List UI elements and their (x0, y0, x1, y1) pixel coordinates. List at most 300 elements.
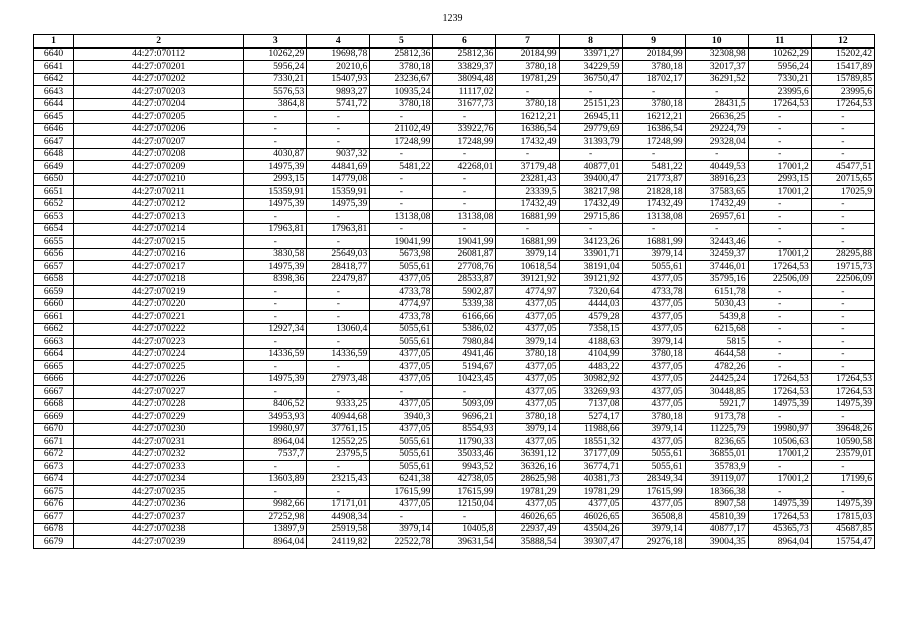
table-cell: 7980,84 (433, 336, 496, 349)
table-cell: 5194,67 (433, 361, 496, 374)
table-cell: 6665 (34, 361, 74, 374)
table-cell: 4774,97 (370, 298, 433, 311)
table-cell: 4377,05 (622, 373, 685, 386)
table-cell: 4377,05 (622, 361, 685, 374)
table-cell: 17264,53 (748, 373, 811, 386)
table-cell: 27973,48 (307, 373, 370, 386)
table-row (34, 186, 875, 199)
table-cell: 32308,98 (685, 48, 748, 61)
table-cell: 17432,49 (685, 198, 748, 211)
table-cell: 6677 (34, 511, 74, 524)
table-cell: 44:27:070225 (74, 361, 244, 374)
table-cell: 6674 (34, 473, 74, 486)
table-cell: 14779,08 (307, 173, 370, 186)
table-cell: - (307, 386, 370, 399)
table-cell: 17963,81 (244, 223, 307, 236)
table-cell: - (622, 223, 685, 236)
table-cell: 19715,73 (811, 261, 874, 274)
table-cell: 4377,05 (622, 311, 685, 324)
table-cell: - (244, 298, 307, 311)
table-cell: 44:27:070201 (74, 61, 244, 74)
table-row (34, 86, 875, 99)
table-cell: - (748, 348, 811, 361)
column-header-12: 12 (811, 35, 874, 48)
table-cell: 6647 (34, 136, 74, 149)
table-cell: 3979,14 (622, 336, 685, 349)
table-cell: 6653 (34, 211, 74, 224)
table-row (34, 148, 875, 161)
table-cell: 35795,16 (685, 273, 748, 286)
table-cell: - (307, 311, 370, 324)
table-row (34, 448, 875, 461)
table-body (34, 48, 875, 549)
table-row (34, 286, 875, 299)
table-cell: 29224,79 (685, 123, 748, 136)
table-cell: - (244, 311, 307, 324)
table-cell: 12150,04 (433, 498, 496, 511)
table-cell: - (811, 198, 874, 211)
table-cell: 4104,99 (559, 348, 622, 361)
table-cell: 3979,14 (496, 423, 559, 436)
table-cell: 17815,03 (811, 511, 874, 524)
table-cell: 10935,24 (370, 86, 433, 99)
table-cell: - (433, 148, 496, 161)
table-cell: 37761,15 (307, 423, 370, 436)
table-cell: 4774,97 (496, 286, 559, 299)
table-cell: 46026,65 (496, 511, 559, 524)
table-cell: 3780,18 (370, 98, 433, 111)
table-cell: 17171,01 (307, 498, 370, 511)
table-row (34, 373, 875, 386)
table-cell: - (685, 86, 748, 99)
table-cell: 28533,87 (433, 273, 496, 286)
table-cell: 20184,99 (496, 48, 559, 61)
table-row (34, 361, 875, 374)
table-cell: 4483,22 (559, 361, 622, 374)
table-row (34, 536, 875, 549)
table-cell: 36774,71 (559, 461, 622, 474)
table-cell: 6166,66 (433, 311, 496, 324)
table-cell: 28418,77 (307, 261, 370, 274)
table-cell: - (307, 461, 370, 474)
table-cell: 44:27:070210 (74, 173, 244, 186)
table-cell: 36750,47 (559, 73, 622, 86)
table-cell: 29779,69 (559, 123, 622, 136)
table-cell: - (685, 148, 748, 161)
table-cell: 19980,97 (244, 423, 307, 436)
table-cell: 33971,27 (559, 48, 622, 61)
table-cell: 14975,39 (244, 373, 307, 386)
table-row (34, 311, 875, 324)
table-cell: - (811, 348, 874, 361)
table-cell: - (433, 186, 496, 199)
table-cell: 19781,29 (496, 486, 559, 499)
table-cell: 5481,22 (370, 161, 433, 174)
table-cell: 44:27:070230 (74, 423, 244, 436)
table-cell: 14975,39 (244, 198, 307, 211)
table-cell: 11117,02 (433, 86, 496, 99)
table-cell: 23339,5 (496, 186, 559, 199)
table-cell: 4733,78 (622, 286, 685, 299)
table-row (34, 386, 875, 399)
table-cell: 40877,17 (685, 523, 748, 536)
table-cell: 19781,29 (496, 73, 559, 86)
table-cell: 9173,78 (685, 411, 748, 424)
table-cell: 36508,8 (622, 511, 685, 524)
table-cell: 15359,91 (307, 186, 370, 199)
table-cell: 5030,43 (685, 298, 748, 311)
table-cell: 10405,8 (433, 523, 496, 536)
table-cell: 21773,87 (622, 173, 685, 186)
table-cell: 5956,24 (748, 61, 811, 74)
table-cell: 17264,53 (748, 511, 811, 524)
table-cell: 16212,21 (622, 111, 685, 124)
table-cell: 38217,98 (559, 186, 622, 199)
table-cell: 17615,99 (370, 486, 433, 499)
table-cell: 6656 (34, 248, 74, 261)
table-cell: - (748, 311, 811, 324)
table-cell: 3780,18 (496, 98, 559, 111)
table-cell: 5576,53 (244, 86, 307, 99)
table-cell: 17615,99 (433, 486, 496, 499)
table-cell: - (433, 111, 496, 124)
table-cell: 17001,2 (748, 161, 811, 174)
table-cell: - (433, 173, 496, 186)
table-cell: 8554,93 (433, 423, 496, 436)
table-cell: 37583,65 (685, 186, 748, 199)
table-cell: 6669 (34, 411, 74, 424)
table-cell: 5815 (685, 336, 748, 349)
table-cell: 33922,76 (433, 123, 496, 136)
table-cell: 44908,34 (307, 511, 370, 524)
table-cell: 34953,93 (244, 411, 307, 424)
table-cell: - (748, 323, 811, 336)
table-cell: 30448,85 (685, 386, 748, 399)
table-cell: 26957,61 (685, 211, 748, 224)
table-cell: - (496, 86, 559, 99)
table-cell: 46026,65 (559, 511, 622, 524)
table-cell: 44:27:070227 (74, 386, 244, 399)
table-cell: - (307, 286, 370, 299)
column-header-2: 2 (74, 35, 244, 48)
table-cell: 45687,85 (811, 523, 874, 536)
table-cell: 36391,12 (496, 448, 559, 461)
table-cell: - (433, 511, 496, 524)
table-row (34, 261, 875, 274)
table-cell: 25649,03 (307, 248, 370, 261)
table-cell: - (244, 486, 307, 499)
table-cell: 38916,23 (685, 173, 748, 186)
table-cell: 8406,52 (244, 398, 307, 411)
table-cell: 6215,68 (685, 323, 748, 336)
table-cell: 4188,63 (559, 336, 622, 349)
table-cell: 4579,28 (559, 311, 622, 324)
table-cell: 44:27:070236 (74, 498, 244, 511)
table-cell: 7537,7 (244, 448, 307, 461)
table-cell: 23236,67 (370, 73, 433, 86)
table-cell: 3830,58 (244, 248, 307, 261)
table-cell: 44:27:070216 (74, 248, 244, 261)
table-cell: - (433, 198, 496, 211)
table-cell: 44:27:070208 (74, 148, 244, 161)
table-cell: 17264,53 (748, 261, 811, 274)
table-cell: 22479,87 (307, 273, 370, 286)
table-cell: 44:27:070232 (74, 448, 244, 461)
table-cell: 17248,99 (622, 136, 685, 149)
table-cell: - (307, 336, 370, 349)
table-row (34, 348, 875, 361)
table-cell: 6652 (34, 198, 74, 211)
table-cell: 44:27:070206 (74, 123, 244, 136)
table-cell: 4377,05 (370, 398, 433, 411)
table-row (34, 136, 875, 149)
table-cell: 8964,04 (244, 436, 307, 449)
table-cell: 10618,54 (496, 261, 559, 274)
table-cell: 13138,08 (433, 211, 496, 224)
table-cell: 20210,6 (307, 61, 370, 74)
table-cell: 6664 (34, 348, 74, 361)
table-cell: 4377,05 (622, 436, 685, 449)
table-cell: - (307, 123, 370, 136)
table-cell: 44:27:070212 (74, 198, 244, 211)
table-cell: 11790,33 (433, 436, 496, 449)
table-row (34, 486, 875, 499)
table-cell: 26945,11 (559, 111, 622, 124)
table-cell: 38094,48 (433, 73, 496, 86)
table-cell: - (811, 461, 874, 474)
table-cell: 3940,3 (370, 411, 433, 424)
table-cell: 22522,78 (370, 536, 433, 549)
table-cell: - (307, 298, 370, 311)
cadastral-value-table (33, 34, 875, 549)
table-cell: - (811, 148, 874, 161)
table-cell: 9333,25 (307, 398, 370, 411)
table-cell: 5339,38 (433, 298, 496, 311)
column-header-3: 3 (244, 35, 307, 48)
table-cell: 28625,98 (496, 473, 559, 486)
table-cell: 6642 (34, 73, 74, 86)
table-cell: - (811, 361, 874, 374)
table-cell: 40877,01 (559, 161, 622, 174)
column-header-4: 4 (307, 35, 370, 48)
table-row (34, 73, 875, 86)
table-cell: 39631,54 (433, 536, 496, 549)
table-cell: 23995,6 (811, 86, 874, 99)
table-cell: - (244, 286, 307, 299)
table-cell: 17963,81 (307, 223, 370, 236)
table-cell: - (433, 223, 496, 236)
table-cell: 6675 (34, 486, 74, 499)
table-cell: 6649 (34, 161, 74, 174)
table-cell: 9037,32 (307, 148, 370, 161)
table-cell: 13897,9 (244, 523, 307, 536)
table-cell: 17264,53 (811, 373, 874, 386)
table-cell: - (307, 486, 370, 499)
table-cell: - (748, 136, 811, 149)
table-cell: 17264,53 (748, 386, 811, 399)
table-cell: - (307, 361, 370, 374)
table-cell: 2993,15 (244, 173, 307, 186)
table-cell: 6151,78 (685, 286, 748, 299)
table-cell: 4377,05 (622, 386, 685, 399)
table-cell: 44:27:070238 (74, 523, 244, 536)
table-cell: 33269,93 (559, 386, 622, 399)
table-cell: 3979,14 (622, 248, 685, 261)
table-cell: 17001,2 (748, 248, 811, 261)
table-cell: - (244, 211, 307, 224)
table-row (34, 236, 875, 249)
table-cell: 8907,58 (685, 498, 748, 511)
table-cell: 6648 (34, 148, 74, 161)
table-cell: 8964,04 (244, 536, 307, 549)
table-row (34, 211, 875, 224)
table-cell: 6672 (34, 448, 74, 461)
table-cell: 39400,47 (559, 173, 622, 186)
table-cell: 26636,25 (685, 111, 748, 124)
table-cell: 6679 (34, 536, 74, 549)
table-cell: 14975,39 (748, 498, 811, 511)
table-cell: 19041,99 (433, 236, 496, 249)
table-cell: - (811, 136, 874, 149)
table-cell: 16386,54 (622, 123, 685, 136)
table-cell: - (748, 223, 811, 236)
table-cell: 14336,59 (307, 348, 370, 361)
table-row (34, 461, 875, 474)
table-cell: - (370, 148, 433, 161)
table-cell: 14336,59 (244, 348, 307, 361)
table-cell: 38191,04 (559, 261, 622, 274)
table-cell: 43504,26 (559, 523, 622, 536)
table-cell: 4377,05 (622, 298, 685, 311)
table-cell: - (559, 86, 622, 99)
table-cell: 6658 (34, 273, 74, 286)
table-cell: 44:27:070209 (74, 161, 244, 174)
table-cell: 3780,18 (496, 348, 559, 361)
table-cell: - (370, 223, 433, 236)
table-cell: - (748, 361, 811, 374)
table-cell: 44:27:070237 (74, 511, 244, 524)
table-cell: - (433, 386, 496, 399)
table-cell: 15359,91 (244, 186, 307, 199)
table-cell: 24425,24 (685, 373, 748, 386)
table-cell: 5902,87 (433, 286, 496, 299)
table-cell: 4030,87 (244, 148, 307, 161)
table-cell: 17001,2 (748, 186, 811, 199)
table-cell: 17432,49 (622, 198, 685, 211)
table-row (34, 473, 875, 486)
table-cell: 4377,05 (370, 361, 433, 374)
table-cell: 25812,36 (433, 48, 496, 61)
table-cell: 23995,6 (748, 86, 811, 99)
table-cell: 6671 (34, 436, 74, 449)
table-cell: 17025,9 (811, 186, 874, 199)
table-cell: 16386,54 (496, 123, 559, 136)
table-cell: 7320,64 (559, 286, 622, 299)
table-cell: 6660 (34, 298, 74, 311)
table-cell: - (811, 286, 874, 299)
table-row (34, 498, 875, 511)
table-cell: 5055,61 (370, 323, 433, 336)
table-cell: 35033,46 (433, 448, 496, 461)
table-cell: 34229,59 (559, 61, 622, 74)
table-row (34, 198, 875, 211)
table-cell: 20715,65 (811, 173, 874, 186)
table-cell: 9696,21 (433, 411, 496, 424)
table-cell: 23579,01 (811, 448, 874, 461)
table-cell: - (370, 386, 433, 399)
table-cell: 27708,76 (433, 261, 496, 274)
table-cell: 45810,39 (685, 511, 748, 524)
table-cell: 4377,05 (496, 386, 559, 399)
table-cell: 6673 (34, 461, 74, 474)
table-cell: 36855,01 (685, 448, 748, 461)
table-cell: 44:27:070217 (74, 261, 244, 274)
table-row (34, 411, 875, 424)
table-cell: 15789,85 (811, 73, 874, 86)
table-row (34, 111, 875, 124)
table-cell: 6668 (34, 398, 74, 411)
table-cell: 3979,14 (622, 423, 685, 436)
table-cell: 6643 (34, 86, 74, 99)
table-cell: 22506,09 (811, 273, 874, 286)
table-cell: 4377,05 (622, 323, 685, 336)
table-cell: 44:27:070204 (74, 98, 244, 111)
table-cell: - (811, 486, 874, 499)
table-cell: 36291,52 (685, 73, 748, 86)
table-cell: 39004,35 (685, 536, 748, 549)
table-cell: 32459,37 (685, 248, 748, 261)
table-cell: 16881,99 (622, 236, 685, 249)
table-cell: 13603,89 (244, 473, 307, 486)
table-cell: 44:27:070228 (74, 398, 244, 411)
table-cell: 6676 (34, 498, 74, 511)
table-cell: - (622, 86, 685, 99)
table-cell: - (748, 336, 811, 349)
table-cell: 10590,58 (811, 436, 874, 449)
table-cell: 8398,36 (244, 273, 307, 286)
table-cell: 36326,16 (496, 461, 559, 474)
table-cell: 4377,05 (622, 273, 685, 286)
table-row (34, 61, 875, 74)
table-row (34, 173, 875, 186)
table-cell: 3979,14 (622, 523, 685, 536)
table-cell: 17432,49 (496, 198, 559, 211)
table-cell: 14975,39 (811, 398, 874, 411)
table-cell: 19698,78 (307, 48, 370, 61)
table-cell: 44:27:070215 (74, 236, 244, 249)
table-cell: 4377,05 (370, 273, 433, 286)
table-row (34, 273, 875, 286)
table-cell: 44:27:070211 (74, 186, 244, 199)
table-cell: - (307, 111, 370, 124)
table-cell: 15407,93 (307, 73, 370, 86)
table-cell: 5956,24 (244, 61, 307, 74)
table-cell: 21102,49 (370, 123, 433, 136)
table-cell: 32443,46 (685, 236, 748, 249)
table-cell: 6663 (34, 336, 74, 349)
table-cell: - (496, 148, 559, 161)
table-cell: 6654 (34, 223, 74, 236)
table-cell: 3780,18 (622, 98, 685, 111)
table-cell: 3780,18 (370, 61, 433, 74)
table-cell: 13138,08 (622, 211, 685, 224)
table-row (34, 161, 875, 174)
table-cell: 4377,05 (496, 373, 559, 386)
table-cell: - (811, 411, 874, 424)
table-cell: - (811, 311, 874, 324)
table-cell: 23795,5 (307, 448, 370, 461)
table-cell: 33829,37 (433, 61, 496, 74)
